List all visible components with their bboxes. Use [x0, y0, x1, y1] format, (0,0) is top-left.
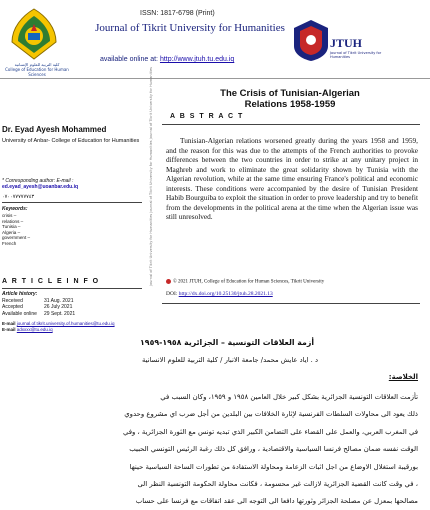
keyword-item: Tunisia – [2, 224, 21, 230]
article-title-line-2: Relations 1958-1959 [244, 99, 336, 110]
abstract-divider [162, 124, 420, 125]
journal-header [0, 0, 430, 80]
keyword-item: Algeria – [2, 229, 21, 235]
keyword-item: French [2, 240, 17, 246]
author-name: Dr. Eyad Ayesh Mohammed [2, 125, 107, 134]
arabic-text-line: في المغرب العربي، والعمل على القضاء على التضامن الكبير الذي تبديه تونس مع الثورة الجزائرية ، وفي [122, 427, 418, 436]
history-label: Received [2, 298, 23, 304]
article-title-line-1: The Crisis of Tunisian-Algerian [220, 88, 360, 99]
college-caption: كلية التربية للعلوم الإنسانية College of Education for Human Sciences [5, 62, 69, 77]
jtuh-caption: Journal of Tikrit University for Humanities [330, 51, 382, 59]
journal-title: Journal of Tikrit University for Humanities [95, 22, 285, 34]
history-label: Accepted [2, 304, 23, 311]
copyright-text: © 2021 JTUH, College of Education for Human Sciences, Tikrit University [173, 279, 325, 285]
author-affiliation: University of Anbar- College of Education for Humanities [2, 138, 140, 144]
arabic-text-line: بورقيبة استغلال الاوضاع من اجل اثبات الزعامة ومحاولة الاستفادة من تطورات الساحة السياسية حينها [129, 462, 418, 471]
arabic-text-line: ، في وقت كانت القضية الجزائرية لازالت غير محسومة ، فكانت محاولة الحكومة التونسية النظر الى [137, 480, 418, 489]
vertical-journal-watermark [149, 67, 157, 286]
article-history [2, 298, 75, 317]
keywords-list [2, 213, 30, 247]
contact-label: E-mail [2, 326, 16, 332]
contact-row [2, 327, 142, 333]
history-label: Available online [2, 310, 37, 317]
article-info-divider [2, 288, 142, 289]
history-value: 26 July 2021 [44, 304, 73, 311]
keyword-item: government – [2, 235, 31, 241]
keywords-divider [2, 202, 142, 203]
contact-label: E-mail [2, 321, 16, 326]
article-history-heading: Article history: [2, 291, 38, 297]
abstract-text: Tunisian-Algerian relations worsened greatly during the years 1958 and 1959, and the reason for this was due to the attempts of the French authorities to provoke differences between the two countries in order to strike at any unitary project in Maghreb and work to eliminate the great solidarity shown by Tunisia with the Algerian revolution, while at the same time ensuring France's political and economic interests. These conditions were accompanied by the desire of Tunisian President Habib Bourguiba to exploit the situation in order to prove leadership and try to benefit from the developments in the political arena at the time when the Algerian issue was still unresolved. [166, 136, 418, 222]
arabic-text-line: ذلك يعود الى محاولات السلطات الفرنسية لإثارة الخلافات بين البلدين من أجل ضرب اي مشروع وحدوي [124, 410, 418, 419]
arabic-text-line: الوقت نفسه ضمان مصالح فرنسا السياسية والاقتصادية ، ورافق كل ذلك رغبة الرئيس التونسي الحبيب [129, 445, 418, 454]
corresponding-label: * Corresponding author: E-mail : [2, 178, 74, 184]
jtuh-emblem-logo [292, 18, 330, 62]
abstract-heading: A B S T R A C T [170, 113, 244, 120]
history-value: 31 Aug. 2021 [44, 298, 74, 304]
jtuh-wordmark: JTUH [330, 36, 363, 50]
arabic-title: أزمة العلاقات التونسية – الجزائرية ١٩٥٨-١٩٥٩ [140, 338, 314, 347]
journal-contacts [2, 321, 142, 332]
journal-website-link[interactable]: http://www.jtuh.tu.edu.iq [159, 56, 235, 63]
history-row [2, 311, 75, 317]
online-availability [100, 56, 234, 63]
arabic-author: د . اياد عايش محمد/ جامعة الانبار / كلية التربية للعلوم الانسانية [142, 356, 318, 364]
university-seal-logo [6, 6, 62, 62]
arabic-summary-heading: الخلاصة: [388, 373, 418, 381]
copyright-icon [166, 279, 171, 284]
arabic-text-line: تأزمت العلاقات التونسية الجزائرية بشكل كبير خلال العامين ١٩٥٨ و ١٩٥٩، وكان السبب في [160, 393, 418, 401]
doi-prefix: DOI: [166, 291, 178, 297]
keyword-item: crisis – [2, 213, 17, 218]
arabic-summary-text [10, 389, 418, 510]
copyright-line [166, 279, 418, 285]
vertical-journal-text: Journal of Tikrit University for Humanities Journal of Tikrit University for Humanities Journal of Tikrit University for Humanities [149, 67, 153, 286]
corresponding-author [2, 178, 142, 190]
online-prefix: available online at: [100, 56, 158, 63]
keywords-heading: Keywords: [2, 206, 28, 212]
article-info-heading: A R T I C L E I N F O [2, 278, 100, 285]
arabic-text-line: مصالحها بمعزل عن مصلحة الجزائر وثورتها دافعا الى التوجه الى عقد اتفاقات مع فرنسا على حساب [135, 497, 418, 506]
doi-link[interactable]: http://dx.doi.org/10.25130/jtuh.28.2021.13 [178, 291, 273, 297]
keyword-item: relations – [2, 218, 24, 224]
article-title [160, 88, 420, 110]
journal-email-link[interactable]: journal.of.tikrit.university.of.humanities@tu.edu.iq [16, 321, 115, 326]
abstract-bottom-divider [162, 303, 420, 304]
secondary-email-link[interactable]: adxxxx@tu.edu.iq [16, 326, 53, 332]
header-divider [0, 78, 430, 79]
issn-label: ISSN: 1817-6798 (Print) [140, 10, 215, 17]
corresponding-email-link[interactable]: ed.eyad_ayesh@uoanbar.edu.iq [2, 184, 79, 190]
doi-line [166, 291, 273, 297]
phone-number: ٠٧٠٠٧٧٧٧٧٧٤٣ [2, 194, 35, 200]
history-value: 29 Sept. 2021 [44, 310, 76, 317]
